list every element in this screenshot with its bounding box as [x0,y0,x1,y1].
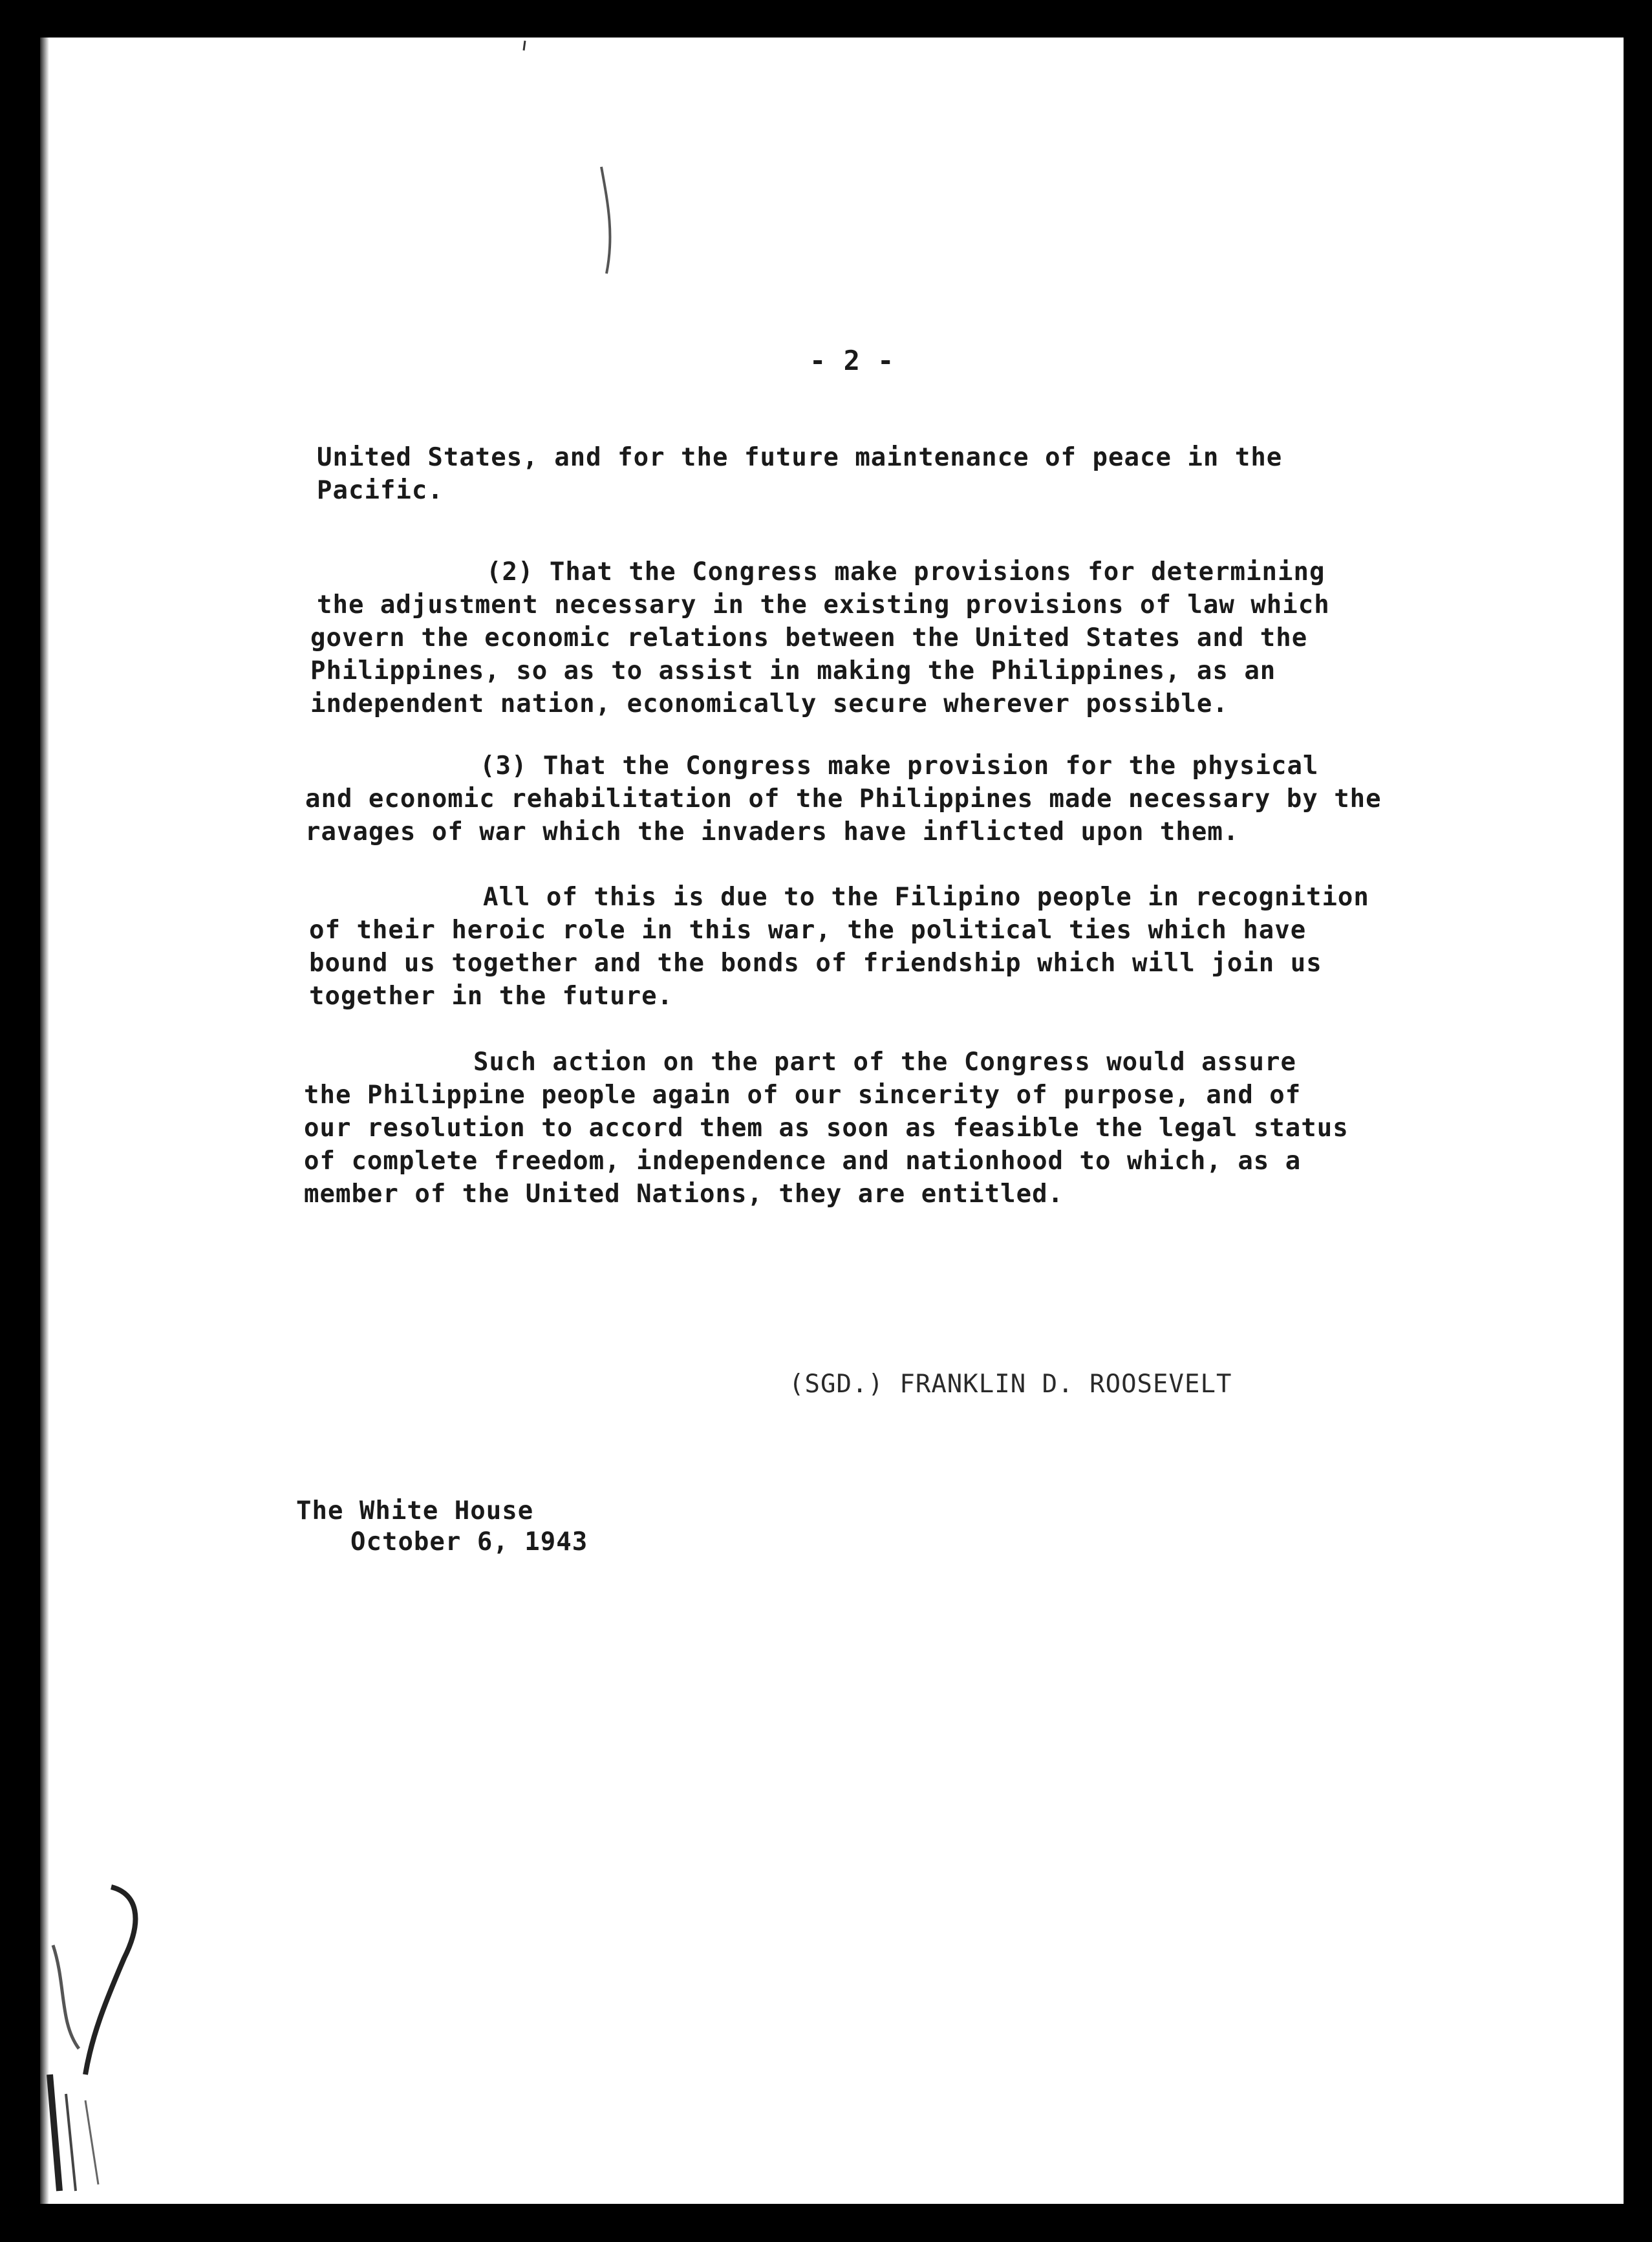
paragraph-5-line-5: member of the United Nations, they are entitled. [304,1180,1064,1209]
paper-sheet [40,38,1624,2204]
paragraph-5-line-1: Such action on the part of the Congress would assure [473,1048,1296,1077]
paragraph-4-line-3: bound us together and the bonds of friendship which will join us [309,949,1322,978]
paragraph-4-line-4: together in the future. [309,982,674,1011]
location-name: The White House [296,1496,534,1525]
signature-line: (SGD.) FRANKLIN D. ROOSEVELT [789,1370,1232,1399]
paragraph-2-line-5: independent nation, economically secure wherever possible. [310,689,1228,718]
location-block [296,1496,588,1558]
paragraph-5-line-4: of complete freedom, independence and nationhood to which, as a [304,1147,1302,1176]
top-stray-mark [596,164,622,280]
paper-left-edge-shadow [40,38,49,2204]
paragraph-5-line-3: our resolution to accord them as soon as feasible the legal status [304,1114,1349,1143]
paragraph-3-line-3: ravages of war which the invaders have inflicted upon them. [305,817,1239,846]
document-date: October 6, 1943 [350,1527,588,1557]
paragraph-5-line-2: the Philippine people again of our sincerity of purpose, and of [304,1081,1302,1110]
page-number: - 2 - [810,345,895,376]
paragraph-4-line-1: All of this is due to the Filipino people in recognition [483,883,1369,912]
paragraph-1-line-2: Pacific. [317,476,444,505]
bottom-left-pencil-mark [40,1881,169,2204]
paragraph-2-line-4: Philippines, so as to assist in making the Philippines, as an [310,656,1276,685]
paragraph-4-line-2: of their heroic role in this war, the political ties which have [309,916,1307,945]
paragraph-2-line-2: the adjustment necessary in the existing provisions of law which [317,590,1330,620]
paragraph-3-line-2: and economic rehabilitation of the Philippines made necessary by the [305,784,1382,814]
paragraph-1-line-1: United States, and for the future maintenance of peace in the [317,443,1283,472]
paragraph-2-line-3: govern the economic relations between the United States and the [310,623,1308,652]
paragraph-3-line-1: (3) That the Congress make provision for the physical [480,751,1319,781]
top-tick-mark [519,38,531,57]
paragraph-2-line-1: (2) That the Congress make provisions for determining [486,557,1325,587]
